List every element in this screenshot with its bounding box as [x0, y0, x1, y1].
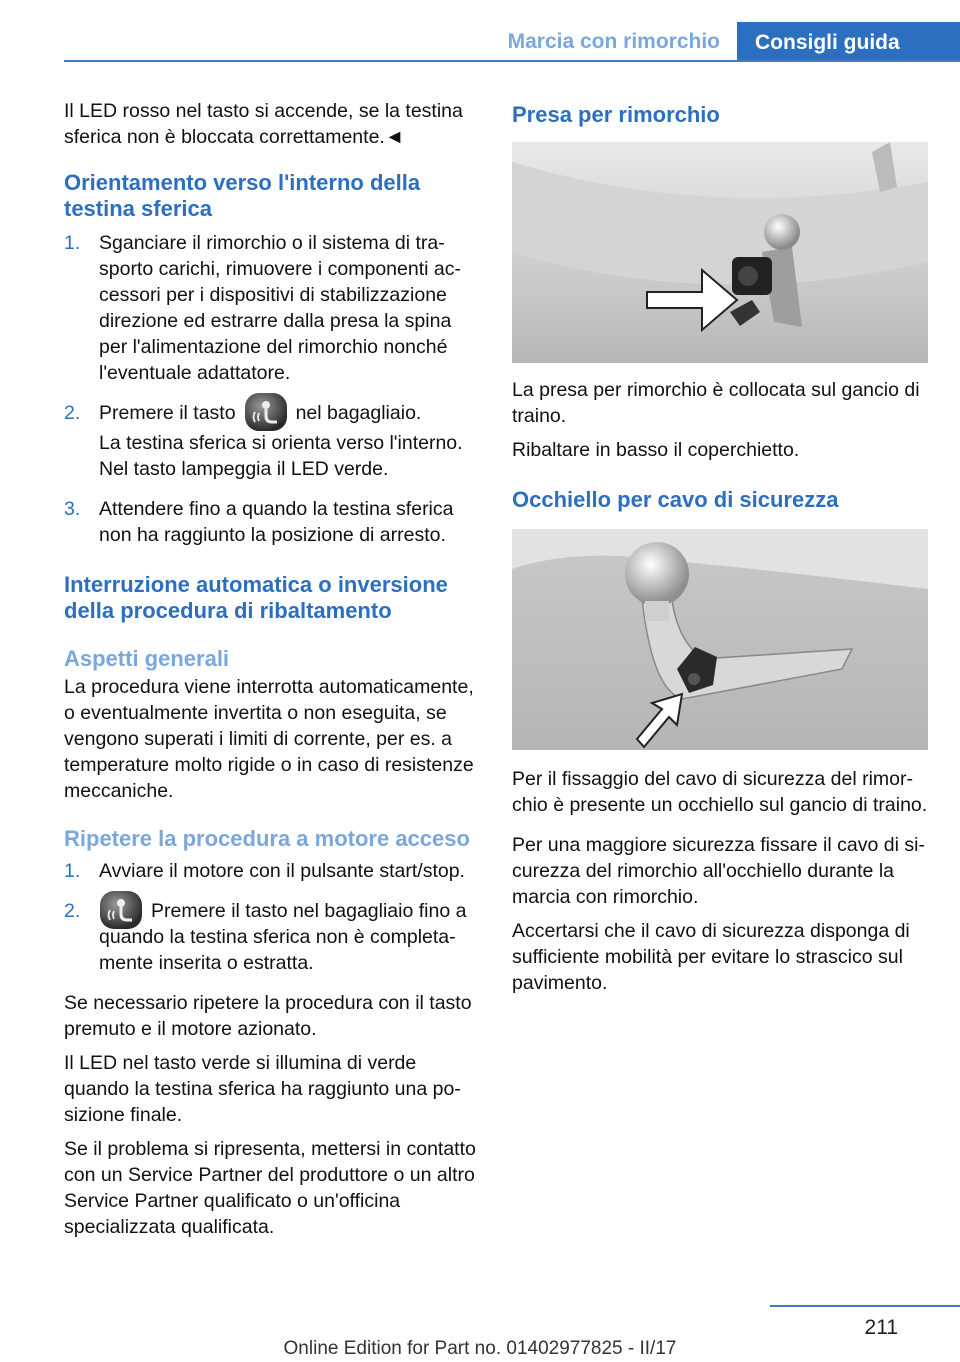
step-text-pre: Premere il tasto: [99, 402, 236, 424]
heading-ripetere: Ripetere la procedura a motore acceso: [64, 826, 470, 851]
step-text: Avviare il motore con il pulsante start/stop.: [99, 860, 465, 882]
eye-text-3: Accertarsi che il cavo di sicurezza disponga di sufficiente mobilità per evitare lo strascico sul pavimento.: [512, 920, 910, 994]
header-section-title: Marcia con rimorchio: [507, 30, 720, 53]
repeat-step-2: [64, 898, 484, 976]
step-text-post: nel bagagliaio.: [295, 402, 422, 424]
left-column: [64, 98, 484, 1248]
heading-interruzione: Interruzione automatica o inversione della procedura di ribaltamento: [64, 572, 448, 623]
safety-cable-eye-illustration: [512, 529, 928, 750]
footer-rule: [770, 1305, 960, 1307]
orient-step-3: [64, 496, 484, 548]
paragraph-led: Il LED nel tasto verde si illumina di verde quando la testina sferica ha raggiunto una posizione finale.: [64, 1052, 461, 1126]
page-number: 211: [864, 1316, 898, 1339]
step-text: Sganciare il rimorchio o il sistema di trasporto carichi, rimuovere i componenti accessori per i dispositivi di stabilizzazione direzione ed estrarre dalla presa la spina per l'alimentazione del rimorchio nonché l'eventuale adattatore.: [99, 232, 461, 384]
step-text: Premere il tasto nel bagagliaio fino a quando la testina sferica non è completamente inserita o estratta.: [99, 900, 467, 974]
repeat-step-1: [64, 858, 484, 884]
heading-presa: Presa per rimorchio: [512, 102, 720, 127]
step-number: 3.: [64, 498, 81, 520]
heading-orientamento: Orientamento verso l'interno della testina sferica: [64, 170, 421, 221]
heading-aspetti-generali: Aspetti generali: [64, 646, 230, 671]
step-number: 2.: [64, 402, 81, 424]
step-note: La testina sferica si orienta verso l'interno. Nel tasto lampeggia il LED verde.: [99, 432, 463, 480]
header-rule: [64, 60, 960, 62]
tow-hitch-button-icon: [99, 890, 143, 930]
orient-step-2: [64, 400, 484, 482]
heading-occhiello: Occhiello per cavo di sicurezza: [512, 487, 839, 512]
general-text: La procedura viene interrotta automaticamente, o eventualmente invertita o non eseguita, se vengono superati i limiti di corrente, per es. a temperature molto rigide o in caso di resistenze meccaniche.: [64, 676, 474, 802]
right-column: [512, 98, 932, 1004]
orient-step-1: [64, 230, 484, 386]
paragraph-service: Se il problema si ripresenta, mettersi in contatto con un Service Partner del produttore o un altro Service Partner qualificato o un'officina specializzata qualificata.: [64, 1138, 476, 1238]
tow-hitch-button-icon: [244, 392, 288, 432]
step-number: 2.: [64, 900, 81, 922]
step-text: Attendere fino a quando la testina sferica non ha raggiunto la posizione di arresto.: [99, 498, 454, 546]
eye-text-1: Per il fissaggio del cavo di sicurezza del rimorchio è presente un occhiello sul gancio di traino.: [512, 768, 928, 816]
trailer-socket-illustration: [512, 142, 928, 363]
socket-text-1: La presa per rimorchio è collocata sul gancio di traino.: [512, 379, 920, 427]
header-tab: Consigli guida: [737, 22, 960, 62]
socket-text-2: Ribaltare in basso il coperchietto.: [512, 439, 800, 461]
eye-text-2: Per una maggiore sicurezza fissare il cavo di sicurezza del rimorchio all'occhiello durante la marcia con rimorchio.: [512, 834, 925, 908]
step-number: 1.: [64, 860, 81, 882]
paragraph-ripetere: Se necessario ripetere la procedura con il tasto premuto e il motore azionato.: [64, 992, 472, 1040]
step-number: 1.: [64, 232, 81, 254]
intro-text: Il LED rosso nel tasto si accende, se la testina sferica non è bloccata correttamente.◄: [64, 100, 463, 148]
footer-edition: Online Edition for Part no. 01402977825 - II/17: [283, 1338, 677, 1359]
